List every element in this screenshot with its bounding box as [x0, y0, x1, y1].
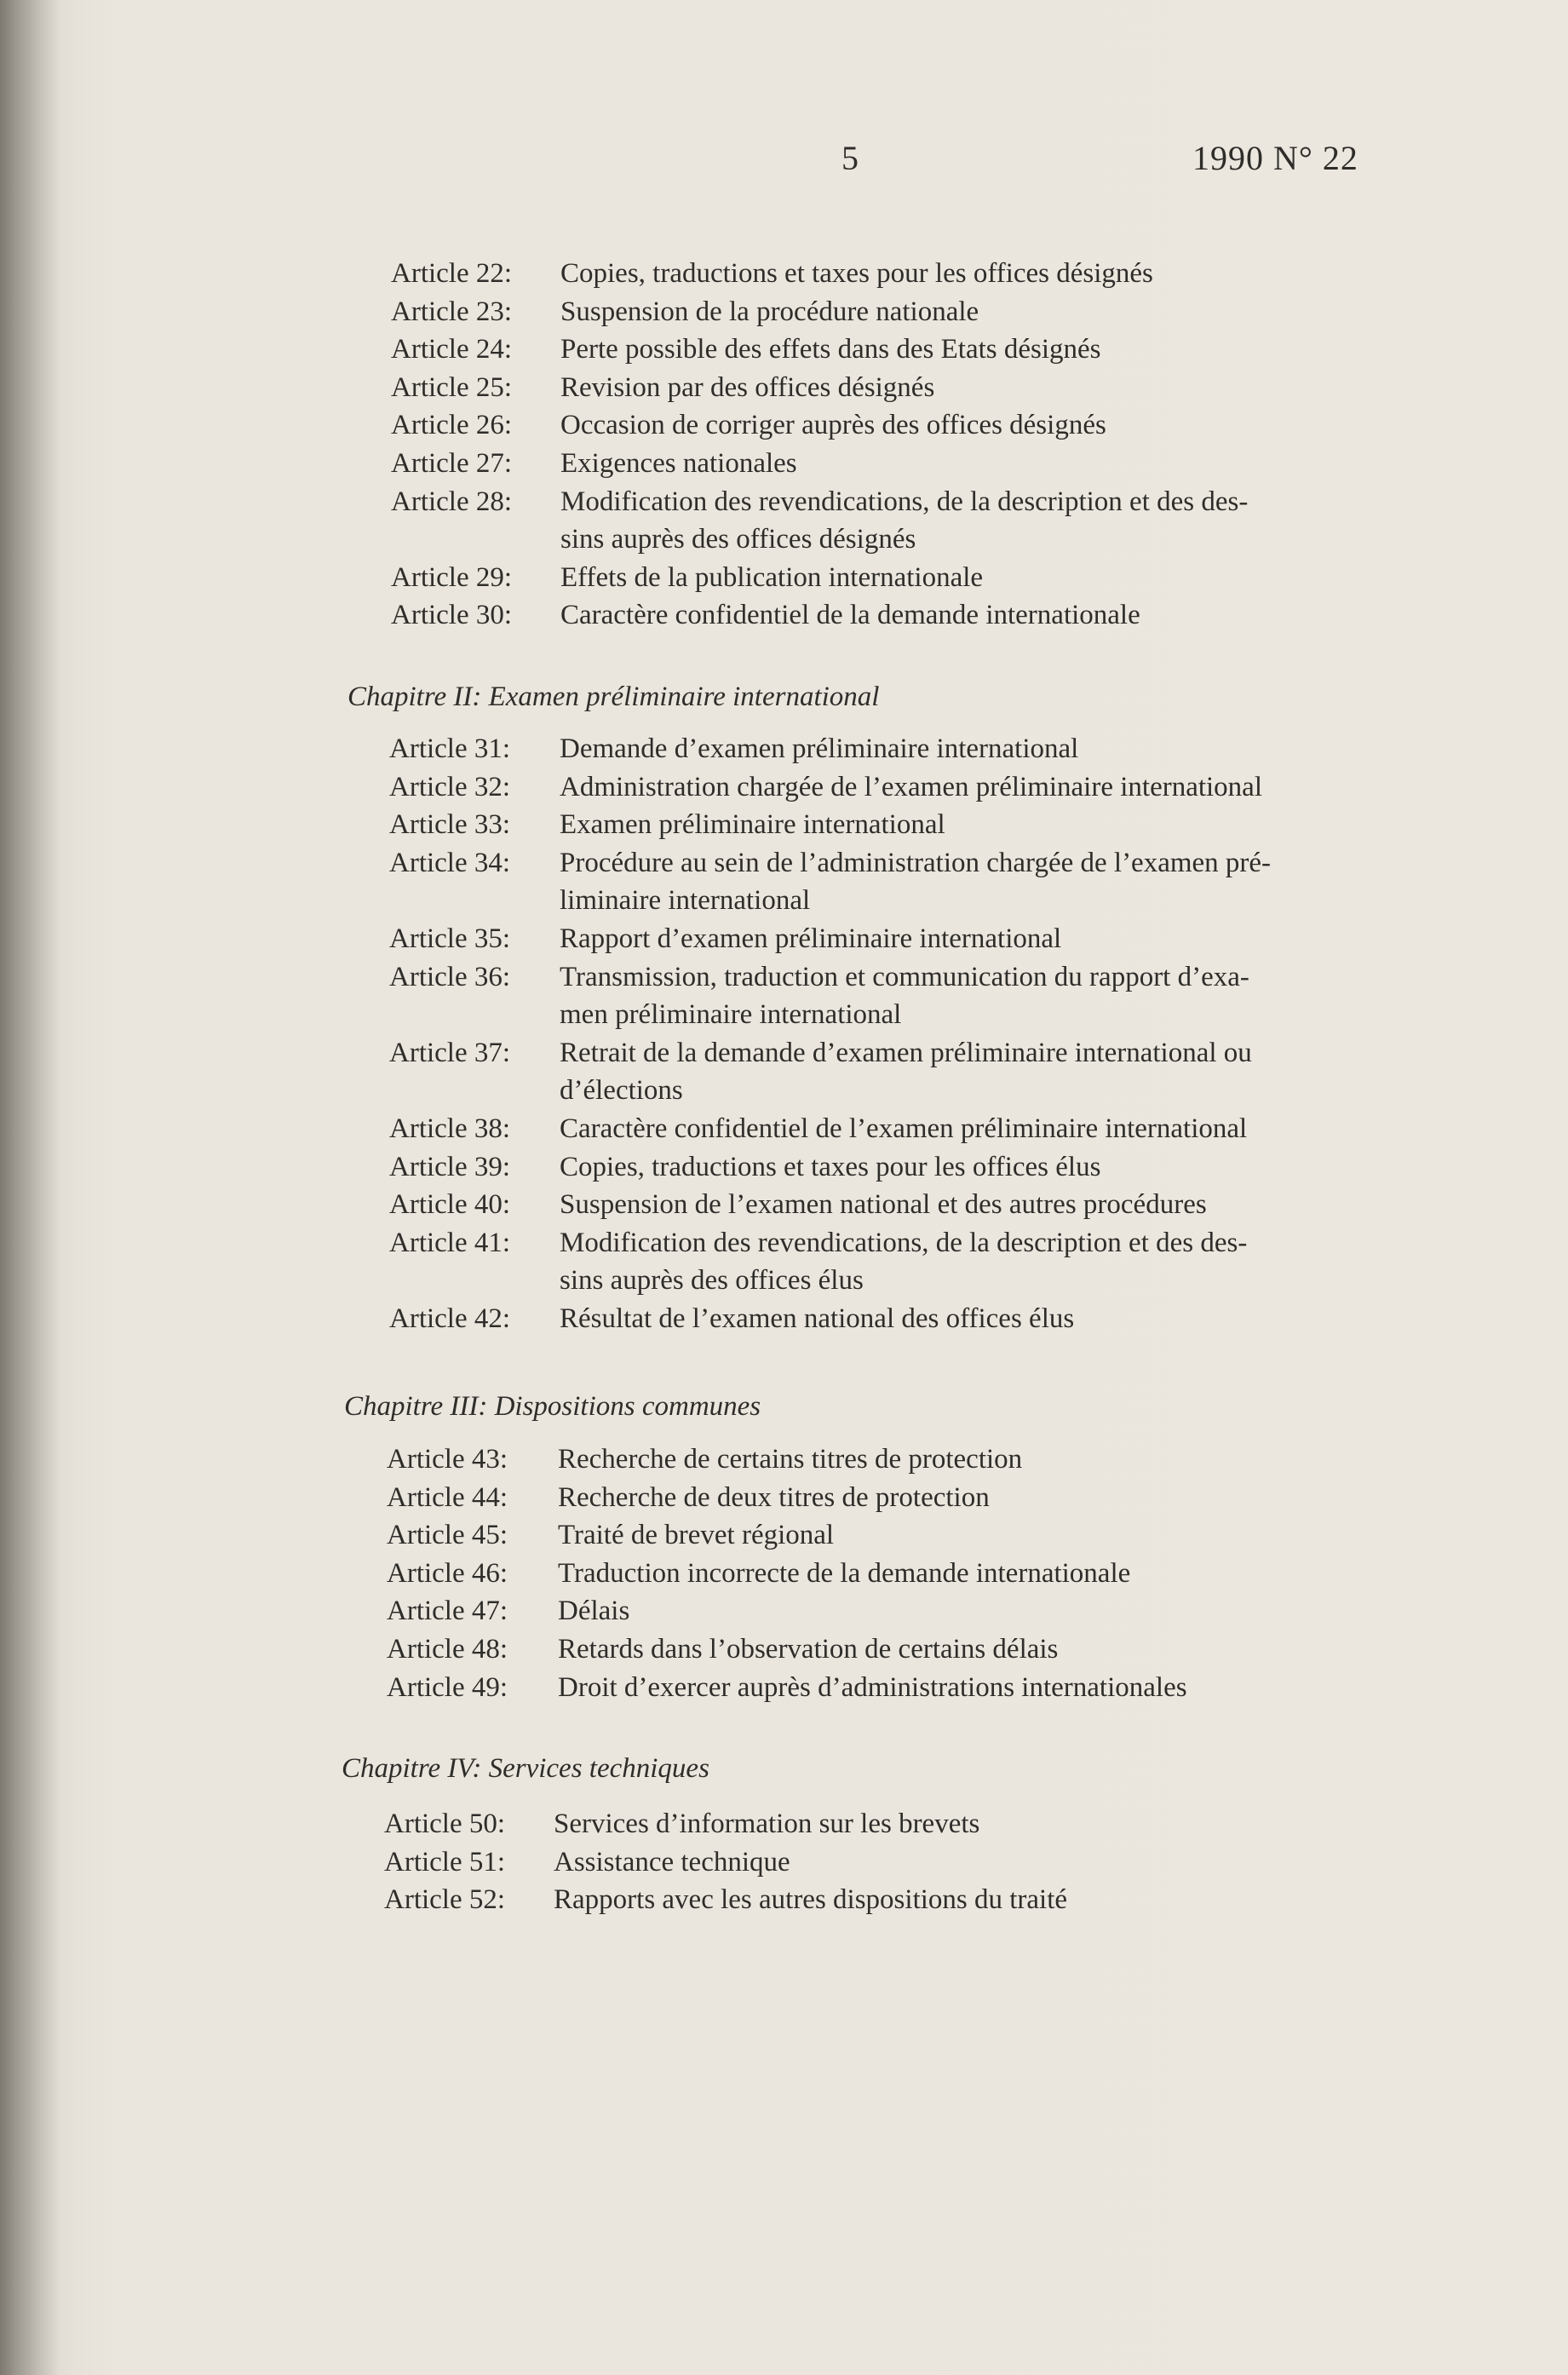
article-title: Caractère confidentiel de l’examen préliminaire international [560, 1113, 1248, 1144]
article-label: Article 41: [389, 1227, 511, 1258]
binding-shadow [0, 0, 60, 2375]
article-label: Article 45: [387, 1520, 508, 1551]
article-title: men préliminaire international [560, 999, 902, 1031]
article-title: Procédure au sein de l’administration chargée de l’examen pré- [560, 847, 1272, 878]
article-label: Article 34: [389, 847, 511, 878]
article-label: Article 31: [389, 733, 511, 764]
article-label: Article 36: [389, 961, 511, 992]
article-label: Article 23: [391, 296, 513, 327]
article-title: Revision par des offices désignés [560, 371, 935, 403]
article-label: Article 48: [387, 1634, 508, 1665]
article-title: Modification des revendications, de la description et des des- [560, 486, 1249, 517]
article-title: Rapport d’examen préliminaire international [560, 923, 1062, 954]
article-label: Article 29: [391, 561, 513, 593]
article-label: Article 44: [387, 1481, 508, 1513]
article-title: Retrait de la demande d’examen préliminaire international ou [560, 1037, 1252, 1068]
article-label: Article 38: [389, 1113, 511, 1144]
article-title: Copies, traductions et taxes pour les offices désignés [560, 258, 1153, 289]
article-label: Article 37: [389, 1037, 511, 1068]
article-label: Article 24: [391, 334, 513, 365]
article-title: liminaire international [560, 885, 811, 917]
article-title: Transmission, traduction et communication du rapport d’exa- [560, 961, 1249, 992]
article-title: Exigences nationales [560, 448, 797, 479]
article-label: Article 39: [389, 1151, 511, 1182]
article-title: Rapports avec les autres dispositions du traité [554, 1884, 1068, 1916]
article-title: Recherche de certains titres de protection [558, 1444, 1023, 1475]
article-title: Traduction incorrecte de la demande internationale [558, 1557, 1131, 1589]
article-title: Services d’information sur les brevets [554, 1809, 980, 1839]
article-title: Traité de brevet régional [558, 1520, 835, 1551]
article-title: Assistance technique [554, 1846, 790, 1878]
article-title: Résultat de l’examen national des offices élus [560, 1303, 1075, 1334]
article-label: Article 42: [389, 1303, 511, 1334]
article-label: Article 50: [384, 1809, 506, 1839]
chapter-heading: Chapitre II: Examen préliminaire international [347, 681, 880, 712]
article-title: Occasion de corriger auprès des offices désignés [560, 410, 1106, 441]
article-title: Copies, traductions et taxes pour les offices élus [560, 1151, 1101, 1182]
article-title: d’élections [560, 1075, 683, 1107]
article-label: Article 52: [384, 1884, 506, 1916]
article-label: Article 22: [391, 258, 513, 289]
chapter-heading: Chapitre IV: Services techniques [342, 1753, 709, 1784]
article-title: Administration chargée de l’examen préliminaire international [560, 771, 1262, 802]
article-label: Article 35: [389, 923, 511, 954]
article-label: Article 43: [387, 1444, 508, 1475]
article-label: Article 26: [391, 410, 513, 441]
article-label: Article 33: [389, 809, 511, 841]
issue-reference: 1990 N° 22 [1192, 139, 1358, 177]
article-label: Article 47: [387, 1596, 508, 1627]
article-label: Article 49: [387, 1671, 508, 1703]
page-header [0, 138, 1568, 189]
article-label: Article 46: [387, 1557, 508, 1589]
article-label: Article 32: [389, 771, 511, 802]
article-title: Droit d’exercer auprès d’administrations internationales [558, 1671, 1187, 1703]
article-label: Article 27: [391, 448, 513, 479]
article-title: sins auprès des offices désignés [560, 524, 916, 555]
article-title: Effets de la publication internationale [560, 561, 984, 593]
article-title: Demande d’examen préliminaire international [560, 733, 1079, 764]
article-title: sins auprès des offices élus [560, 1265, 864, 1297]
article-title: Perte possible des effets dans des Etats désignés [560, 334, 1101, 365]
article-title: Modification des revendications, de la description et des des- [560, 1227, 1248, 1258]
article-label: Article 25: [391, 371, 513, 403]
article-title: Retards dans l’observation de certains délais [558, 1634, 1059, 1665]
article-title: Examen préliminaire international [560, 809, 945, 841]
article-label: Article 28: [391, 486, 513, 517]
chapter-heading: Chapitre III: Dispositions communes [344, 1391, 761, 1422]
article-label: Article 40: [389, 1189, 511, 1221]
page-number: 5 [841, 139, 859, 177]
article-label: Article 30: [391, 600, 513, 631]
article-title: Délais [558, 1596, 630, 1627]
article-label: Article 51: [384, 1846, 506, 1878]
article-title: Suspension de l’examen national et des autres procédures [560, 1189, 1207, 1221]
article-title: Caractère confidentiel de la demande internationale [560, 600, 1140, 631]
article-title: Suspension de la procédure nationale [560, 296, 979, 327]
article-title: Recherche de deux titres de protection [558, 1481, 990, 1513]
